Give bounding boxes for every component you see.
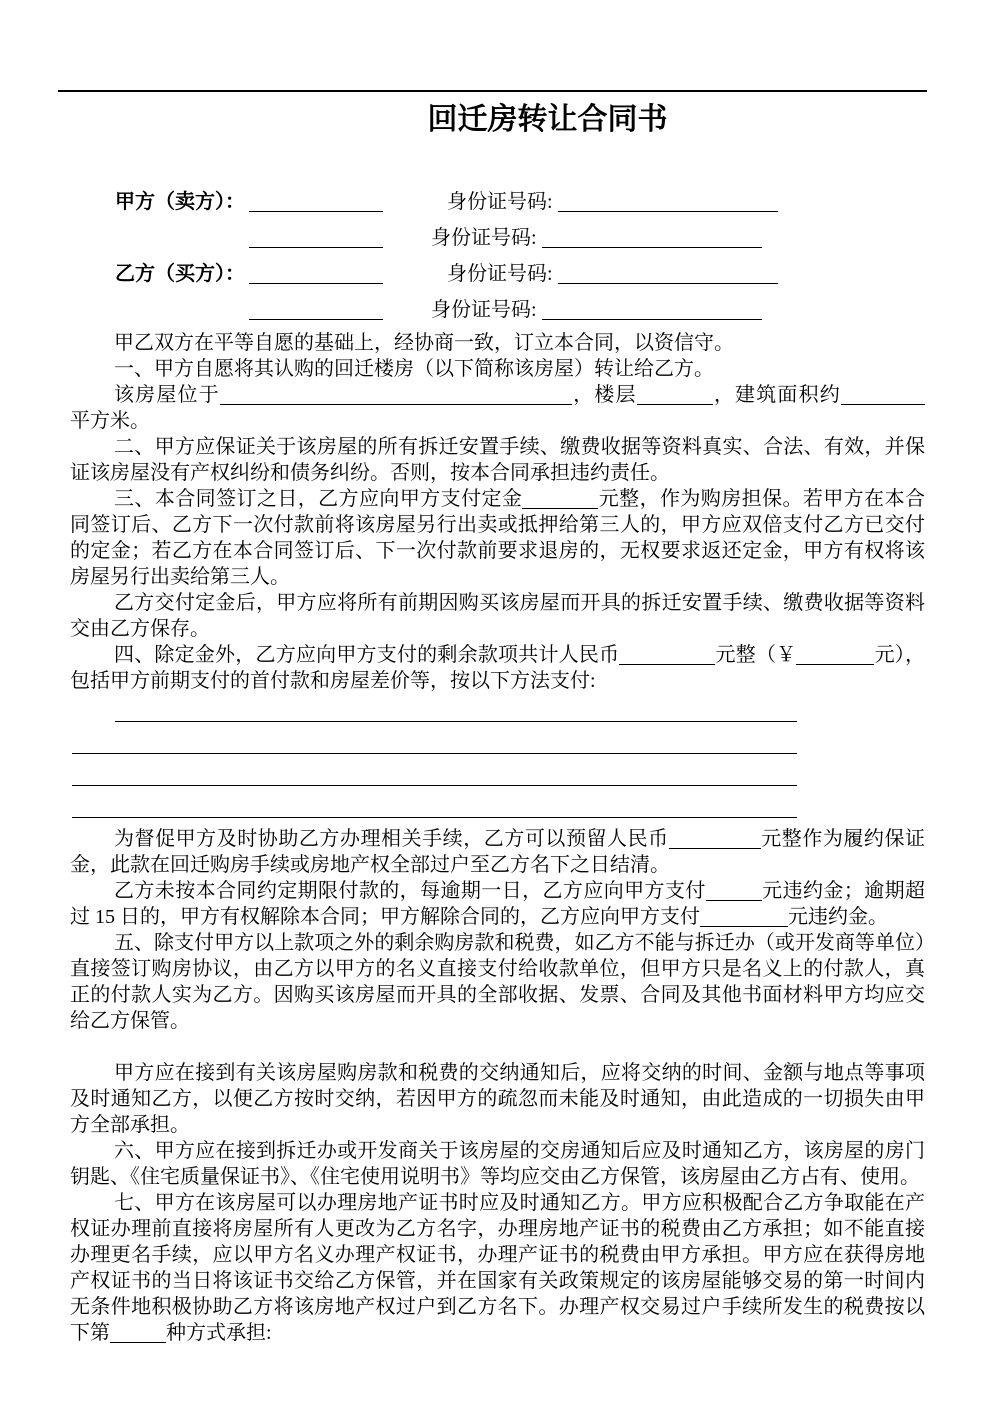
contract-body — [70, 330, 925, 1346]
location-text-4: 平方米。 — [70, 410, 150, 432]
paragraph-clause1 — [70, 356, 925, 382]
late-text-2: 元违约金；逾期超过 15 日的，甲方有权解除本合同；甲方解除合同的，乙方应向甲方支付 — [70, 880, 926, 928]
party-b-name-blank[interactable] — [249, 270, 383, 284]
clause7-text-2: 种方式承担: — [166, 1322, 272, 1344]
payment-method-line-2[interactable] — [72, 722, 797, 754]
notice-text: 甲方应在接到有关该房屋购房款和税费的交纳通知后，应将交纳的时间、金额与地点等事项及时通知乙方，以便乙方按时交纳，若因甲方的疏忽而未能及时通知，由此造成的一切损失由甲方全部承担。 — [70, 1062, 925, 1136]
paragraph-location — [70, 382, 925, 434]
payment-method-line-4[interactable] — [72, 786, 797, 818]
party-a-second-row — [115, 220, 925, 256]
party-a-second-name-blank[interactable] — [249, 234, 383, 248]
clause6-text: 六、甲方应在接到拆迁办或开发商关于该房屋的交房通知后应及时通知乙方，该房屋的房门钥匙、《住宅质量保证书》、《住宅使用说明书》等均应交由乙方保管，该房屋由乙方占有、使用。 — [70, 1140, 925, 1188]
guarantee-text-1: 为督促甲方及时协助乙方办理相关手续，乙方可以预留人民币 — [114, 828, 669, 850]
clause5-text: 五、除支付甲方以上款项之外的剩余购房款和税费，如乙方不能与拆迁办（或开发商等单位）直接签订购房协议，由乙方以甲方的名义直接支付给收款单位，但甲方只是名义上的付款人，真正的付款人实为乙方。因购买该房屋而开具的全部收据、发票、合同及其他书面材料甲方均应交给乙方保管。 — [70, 932, 925, 1032]
party-b-label: 乙方（买方）： — [115, 263, 245, 285]
late-fee-cancel-blank[interactable] — [700, 913, 788, 927]
total-amount-number-blank[interactable] — [796, 651, 874, 665]
contract-title: 回迁房转让合同书 — [427, 103, 668, 136]
floor-blank[interactable] — [637, 391, 713, 405]
paragraph-notice — [70, 1060, 925, 1138]
party-b-row — [115, 256, 925, 292]
id-number-label: 身份证号码: — [431, 227, 537, 249]
paragraph-clause3 — [70, 486, 925, 590]
paragraph-guarantee — [70, 826, 925, 878]
guarantee-text-2: 元整作为履约保证金，此款在回迁购房手续或房地产权全部过户至乙方名下之日结清。 — [70, 828, 926, 876]
party-b-second-name-blank[interactable] — [249, 306, 383, 320]
party-a-row — [115, 184, 925, 220]
id-number-label: 身份证号码: — [447, 263, 553, 285]
intro-text: 甲乙双方在平等自愿的基础上，经协商一致，订立本合同，以资信守。 — [114, 332, 734, 354]
id-number-label: 身份证号码: — [447, 191, 553, 213]
paragraph-clause5 — [70, 930, 925, 1034]
clause7-text-1: 七、甲方在该房屋可以办理房地产证书时应及时通知乙方。甲方应积极配合乙方争取能在产权证办理前直接将房屋所有人更改为乙方名字，办理房地产证书的税费由乙方承担；如不能直接办理更名手续，应以甲方名义办理产权证书，办理产证书的税费由甲方承担。甲方应在获得房地产权证书的当日将该证书交给乙方保管，并在国家有关政策规定的该房屋能够交易的第一时间内无条件地积极协助乙方将该房地产权过户到乙方名下。办理产权交易过户手续所发生的税费按以下第 — [70, 1192, 925, 1344]
clause4-text-1: 四、除定金外，乙方应向甲方支付的剩余款项共计人民币 — [114, 644, 620, 666]
guarantee-amount-blank[interactable] — [669, 835, 761, 849]
party-a-label: 甲方（卖方）： — [115, 191, 245, 213]
late-text-1: 乙方未按本合同约定期限付款的，每逾期一日，乙方应向甲方支付 — [114, 880, 706, 902]
paragraph-clause2 — [70, 434, 925, 486]
parties-section — [115, 184, 925, 328]
clause2-text: 二、甲方应保证关于该房屋的所有拆迁安置手续、缴费收据等资料真实、合法、有效，并保证该房屋没有产权纠纷和债务纠纷。否则，按本合同承担违约责任。 — [70, 436, 925, 484]
payment-method-line-3[interactable] — [72, 754, 797, 786]
party-b-second-row — [115, 292, 925, 328]
paragraph-clause4 — [70, 642, 925, 694]
party-b-second-id-blank[interactable] — [542, 306, 762, 320]
payment-method-line-1[interactable] — [115, 700, 797, 722]
location-text-3: ，建筑面积约 — [712, 384, 841, 406]
location-text-2: ，楼层 — [571, 384, 637, 406]
area-blank[interactable] — [841, 391, 925, 405]
clause4-text-2: 元整（￥ — [715, 644, 797, 666]
party-a-name-blank[interactable] — [249, 198, 383, 212]
late-fee-daily-blank[interactable] — [706, 887, 762, 901]
id-number-label: 身份证号码: — [431, 299, 537, 321]
clause4-text-3: 元），包括甲方前期支付的首付款和房屋差价等，按以下方法支付: — [70, 644, 926, 692]
deposit-amount-blank[interactable] — [522, 495, 598, 509]
header-rule — [58, 90, 927, 92]
property-location-blank[interactable] — [220, 391, 572, 405]
total-amount-words-blank[interactable] — [619, 651, 715, 665]
paragraph-deposit-note — [70, 590, 925, 642]
party-b-id-blank[interactable] — [558, 270, 778, 284]
clause3-text-2: 元整，作为购房担保。若甲方在本合同签订后、乙方下一次付款前将该房屋另行出卖或抵押给第三人的，甲方应双倍支付乙方已交付的定金；若乙方在本合同签订后、下一次付款前要求退房的，无权要求返还定金，甲方有权将该房屋另行出卖给第三人。 — [70, 488, 926, 588]
deposit-note-text: 乙方交付定金后，甲方应将所有前期因购买该房屋而开具的拆迁安置手续、缴费收据等资料交由乙方保存。 — [70, 592, 925, 640]
clause1-text: 一、甲方自愿将其认购的回迁楼房（以下简称该房屋）转让给乙方。 — [114, 358, 714, 380]
paragraph-intro — [70, 330, 925, 356]
paragraph-clause6 — [70, 1138, 925, 1190]
paragraph-clause7 — [70, 1190, 925, 1346]
location-text-1: 该房屋位于 — [114, 384, 220, 406]
party-a-id-blank[interactable] — [558, 198, 778, 212]
tax-method-blank[interactable] — [110, 1329, 166, 1343]
party-a-second-id-blank[interactable] — [542, 234, 762, 248]
paragraph-late-payment — [70, 878, 925, 930]
late-text-3: 元违约金。 — [788, 906, 888, 928]
clause3-text-1: 三、本合同签订之日，乙方应向甲方支付定金 — [114, 488, 523, 510]
